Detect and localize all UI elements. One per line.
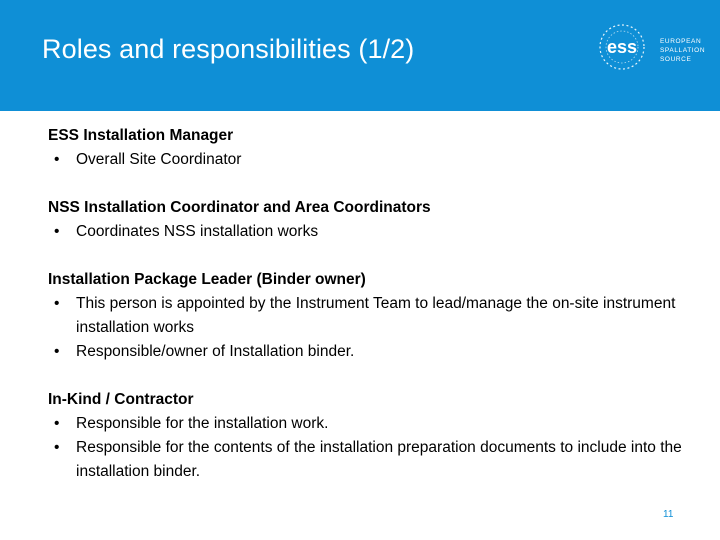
bullet-icon: • bbox=[54, 343, 60, 360]
page-number: 11 bbox=[663, 509, 674, 520]
section-in-kind-contractor bbox=[48, 388, 698, 484]
bullet-icon: • bbox=[54, 151, 60, 168]
bullet-item bbox=[48, 220, 698, 244]
section-installation-manager bbox=[48, 124, 698, 172]
slide-title: Roles and responsibilities (1/2) bbox=[42, 34, 415, 64]
section-heading: NSS Installation Coordinator and Area Coordinators bbox=[48, 199, 431, 216]
bullet-text: Responsible for the contents of the installation preparation documents to include into the installation binder. bbox=[76, 439, 682, 480]
logo-mark-text: ess bbox=[606, 37, 638, 57]
section-heading: In-Kind / Contractor bbox=[48, 391, 194, 408]
ess-logo-icon bbox=[596, 22, 656, 72]
section-nss-coordinators bbox=[48, 196, 698, 244]
bullet-item bbox=[48, 436, 698, 484]
bullet-text: Overall Site Coordinator bbox=[76, 151, 242, 168]
section-heading: ESS Installation Manager bbox=[48, 127, 234, 144]
logo-wordmark bbox=[660, 37, 705, 64]
bullet-text: Responsible/owner of Installation binder. bbox=[76, 343, 355, 360]
bullet-text: Coordinates NSS installation works bbox=[76, 223, 319, 240]
bullet-item bbox=[48, 412, 698, 436]
slide-body bbox=[48, 124, 698, 508]
logo-line: EUROPEAN bbox=[660, 38, 702, 45]
bullet-item bbox=[48, 340, 698, 364]
bullet-icon: • bbox=[54, 223, 60, 240]
ess-logo bbox=[596, 22, 714, 72]
bullet-item bbox=[48, 148, 698, 172]
bullet-text: This person is appointed by the Instrument Team to lead/manage the on-site instrument installation works bbox=[76, 295, 676, 336]
section-package-leader bbox=[48, 268, 698, 364]
slide-header bbox=[0, 0, 720, 111]
logo-line: SOURCE bbox=[660, 56, 692, 63]
bullet-icon: • bbox=[54, 295, 60, 312]
bullet-icon: • bbox=[54, 415, 60, 432]
section-heading: Installation Package Leader (Binder owner) bbox=[48, 271, 366, 288]
logo-line: SPALLATION bbox=[660, 47, 706, 54]
bullet-icon: • bbox=[54, 439, 60, 456]
bullet-item bbox=[48, 292, 698, 340]
bullet-text: Responsible for the installation work. bbox=[76, 415, 329, 432]
